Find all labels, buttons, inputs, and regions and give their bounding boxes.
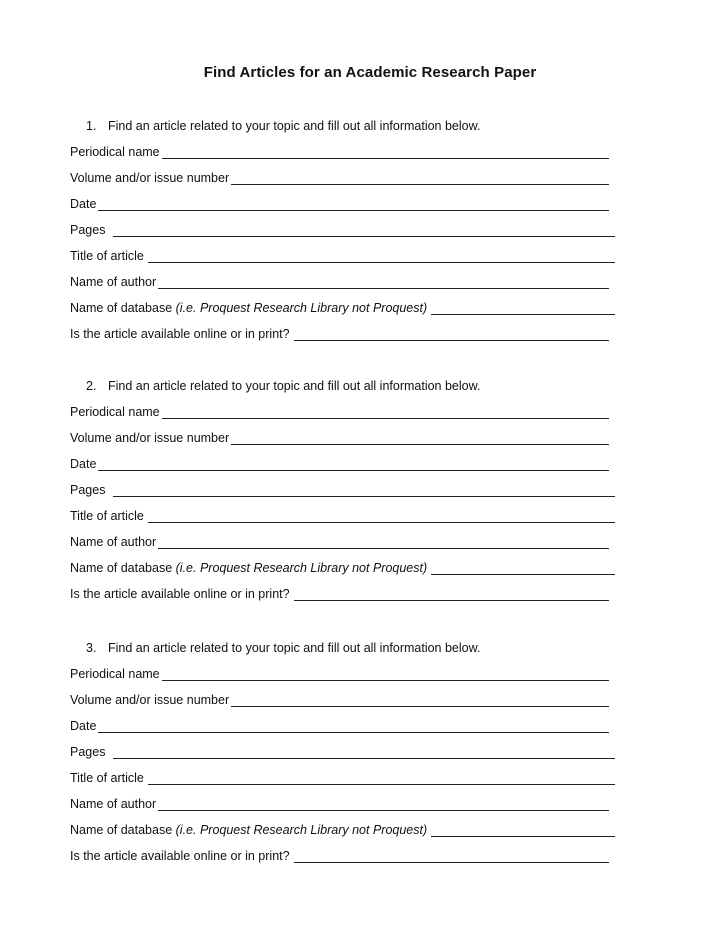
title-of-article-field <box>70 508 615 525</box>
periodical-name-label: Periodical name <box>70 405 160 419</box>
name-of-database-label <box>70 300 431 317</box>
date-field <box>70 456 615 473</box>
pages-blank[interactable] <box>113 222 615 237</box>
title-of-article-label: Title of article <box>70 249 144 263</box>
name-of-database-label <box>70 822 431 839</box>
date-label: Date <box>70 719 97 733</box>
periodical-name-field <box>70 404 615 421</box>
name-of-author-field <box>70 796 615 813</box>
periodical-name-field <box>70 144 615 161</box>
volume-issue-blank[interactable] <box>231 170 609 185</box>
name-of-database-field <box>70 300 615 317</box>
page-title: Find Articles for an Academic Research Paper <box>203 64 537 81</box>
name-of-author-label: Name of author <box>70 797 157 811</box>
date-label: Date <box>70 197 97 211</box>
article-section-2 <box>70 378 615 612</box>
name-of-author-blank[interactable] <box>158 796 609 811</box>
instruction-text: Find an article related to your topic and fill out all information below. <box>108 641 481 655</box>
title-of-article-field <box>70 248 615 265</box>
name-of-database-blank[interactable] <box>431 822 615 837</box>
pages-label: Pages <box>70 745 106 759</box>
instruction-item <box>86 378 615 395</box>
periodical-name-blank[interactable] <box>162 666 609 681</box>
instruction-text: Find an article related to your topic and fill out all information below. <box>108 379 481 393</box>
name-of-database-blank[interactable] <box>431 560 615 575</box>
availability-label: Is the article available online or in print? <box>70 327 290 341</box>
name-of-author-field <box>70 534 615 551</box>
date-field <box>70 718 615 735</box>
date-blank[interactable] <box>98 718 609 733</box>
name-of-database-blank[interactable] <box>431 300 615 315</box>
periodical-name-label: Periodical name <box>70 667 160 681</box>
name-of-author-label: Name of author <box>70 275 157 289</box>
instruction-item <box>86 640 615 657</box>
article-section-3 <box>70 640 615 874</box>
database-label-text: Name of database <box>70 823 173 837</box>
title-of-article-label: Title of article <box>70 509 144 523</box>
article-section-1 <box>70 118 615 352</box>
pages-field <box>70 744 615 761</box>
date-blank[interactable] <box>98 196 609 211</box>
title-of-article-blank[interactable] <box>148 770 615 785</box>
name-of-author-label: Name of author <box>70 535 157 549</box>
pages-label: Pages <box>70 483 106 497</box>
pages-label: Pages <box>70 223 106 237</box>
name-of-author-blank[interactable] <box>158 274 609 289</box>
volume-issue-label: Volume and/or issue number <box>70 431 230 445</box>
database-example-text: (i.e. Proquest Research Library not Proquest) <box>175 561 428 575</box>
availability-blank[interactable] <box>294 586 609 601</box>
volume-issue-field <box>70 692 615 709</box>
pages-blank[interactable] <box>113 482 615 497</box>
database-example-text: (i.e. Proquest Research Library not Proquest) <box>175 301 428 315</box>
title-of-article-field <box>70 770 615 787</box>
periodical-name-label: Periodical name <box>70 145 160 159</box>
name-of-database-field <box>70 822 615 839</box>
date-label: Date <box>70 457 97 471</box>
pages-field <box>70 222 615 239</box>
title-of-article-label: Title of article <box>70 771 144 785</box>
volume-issue-blank[interactable] <box>231 430 609 445</box>
availability-blank[interactable] <box>294 326 609 341</box>
instruction-text: Find an article related to your topic and fill out all information below. <box>108 119 481 133</box>
volume-issue-field <box>70 430 615 447</box>
database-example-text: (i.e. Proquest Research Library not Proquest) <box>175 823 428 837</box>
item-number: 2. <box>86 379 97 393</box>
database-label-text: Name of database <box>70 301 173 315</box>
volume-issue-field <box>70 170 615 187</box>
instruction-item <box>86 118 615 135</box>
title-of-article-blank[interactable] <box>148 508 615 523</box>
title-of-article-blank[interactable] <box>148 248 615 263</box>
periodical-name-blank[interactable] <box>162 144 609 159</box>
volume-issue-label: Volume and/or issue number <box>70 171 230 185</box>
item-number: 1. <box>86 119 97 133</box>
periodical-name-blank[interactable] <box>162 404 609 419</box>
database-label-text: Name of database <box>70 561 173 575</box>
volume-issue-blank[interactable] <box>231 692 609 707</box>
date-field <box>70 196 615 213</box>
date-blank[interactable] <box>98 456 609 471</box>
name-of-author-blank[interactable] <box>158 534 609 549</box>
name-of-database-label <box>70 560 431 577</box>
item-number: 3. <box>86 641 97 655</box>
pages-blank[interactable] <box>113 744 615 759</box>
availability-label: Is the article available online or in print? <box>70 587 290 601</box>
volume-issue-label: Volume and/or issue number <box>70 693 230 707</box>
name-of-author-field <box>70 274 615 291</box>
pages-field <box>70 482 615 499</box>
availability-blank[interactable] <box>294 848 609 863</box>
availability-field <box>70 326 615 343</box>
availability-label: Is the article available online or in print? <box>70 849 290 863</box>
periodical-name-field <box>70 666 615 683</box>
name-of-database-field <box>70 560 615 577</box>
availability-field <box>70 586 615 603</box>
availability-field <box>70 848 615 865</box>
